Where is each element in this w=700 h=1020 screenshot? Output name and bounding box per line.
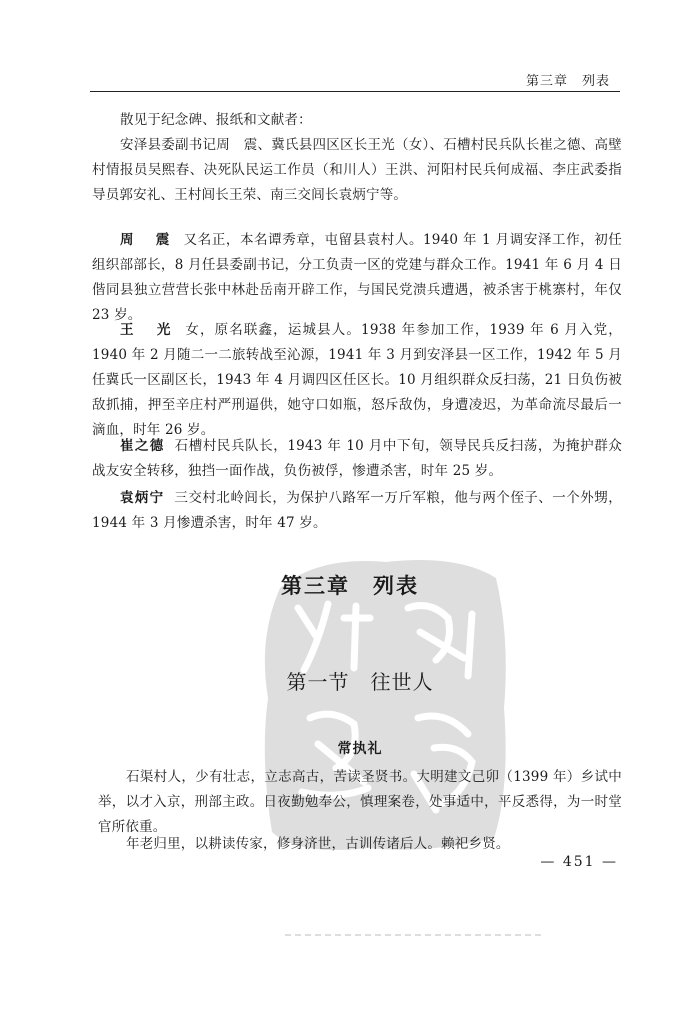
bio-wang-guang: [92, 318, 622, 443]
bio-name: 周 震: [120, 232, 174, 248]
bio-cui-zhide: [92, 434, 622, 484]
page-number: — 451 —: [540, 854, 618, 870]
section-title: 第一节 往世人: [286, 670, 434, 694]
chapter-title: 第三章 列表: [281, 574, 419, 598]
bio-zhou-zhen: [92, 228, 622, 328]
running-title: 第三章 列表: [525, 74, 610, 89]
running-header: [90, 66, 620, 92]
intro-list: 安泽县委副书记周 震、冀氏县四区区长王光（女）、石槽村民兵队长崔之德、高壁村情报员吴熙春、决死队民运工作员（和川人）王洪、河阳村民兵何成福、李庄武委指导员郭安礼、王村闾长王荣、南三交闾长袁炳宁等。: [92, 137, 622, 203]
bio-text: 三交村北岭闾长，为保护八路军一万斤军粮，他与两个侄子、一个外甥，1944 年 3 月惨遭杀害，时年 47 岁。: [92, 490, 622, 531]
bio-name: 王 光: [120, 322, 176, 338]
bio-name: 袁炳宁: [120, 490, 165, 506]
entry-paragraph-1: 石渠村人，少有壮志，立志高古，苦读圣贤书。大明建文己卯（1399 年）乡试中举，以才入京，刑部主政。日夜勤勉奉公，慎理案卷，处事适中，平反悉得，为一时堂官所依重。: [98, 769, 622, 835]
intro-lead: 散见于纪念碑、报纸和文献者：: [120, 112, 312, 128]
entry-name: 常执礼: [337, 741, 383, 757]
bio-text: 女，原名联鑫，运城县人。1938 年参加工作，1939 年 6 月入党，1940 年 2 月随二一二旅转战至沁源，1941 年 3 月到安泽县一区工作，1942 年 5 月任冀氏一区副区长，1943 年 4 月调四区任区长。10 月组织群众反扫荡，21 日负伤被敌抓捕，押至辛庄村严刑逼供，她守口如瓶，怒斥敌伪，身遭凌迟，为革命流尽最后一滴血，时年 26 岁。: [92, 322, 622, 438]
bio-text: 又名正，本名谭秀章，屯留县袁村人。1940 年 1 月调安泽工作，初任组织部部长，8 月任县委副书记，分工负责一区的党建与群众工作。1941 年 6 月 4 日偕同县独立营营长张中林赴岳南开辟工作，与国民党溃兵遭遇，被杀害于桃寨村，年仅 23 岁。: [92, 232, 623, 323]
bio-text: 石槽村民兵队长，1943 年 10 月中下旬，领导民兵反扫荡，为掩护群众战友安全转移，独挡一面作战，负伤被俘，惨遭杀害，时年 25 岁。: [92, 438, 623, 479]
bio-name: 崔之德: [120, 438, 165, 454]
bio-yuan-bingning: [92, 486, 622, 536]
entry-paragraph-2: 年老归里，以耕读传家，修身济世，古训传诸后人。赖祀乡贤。: [126, 836, 510, 852]
scan-artifact: [285, 934, 545, 936]
